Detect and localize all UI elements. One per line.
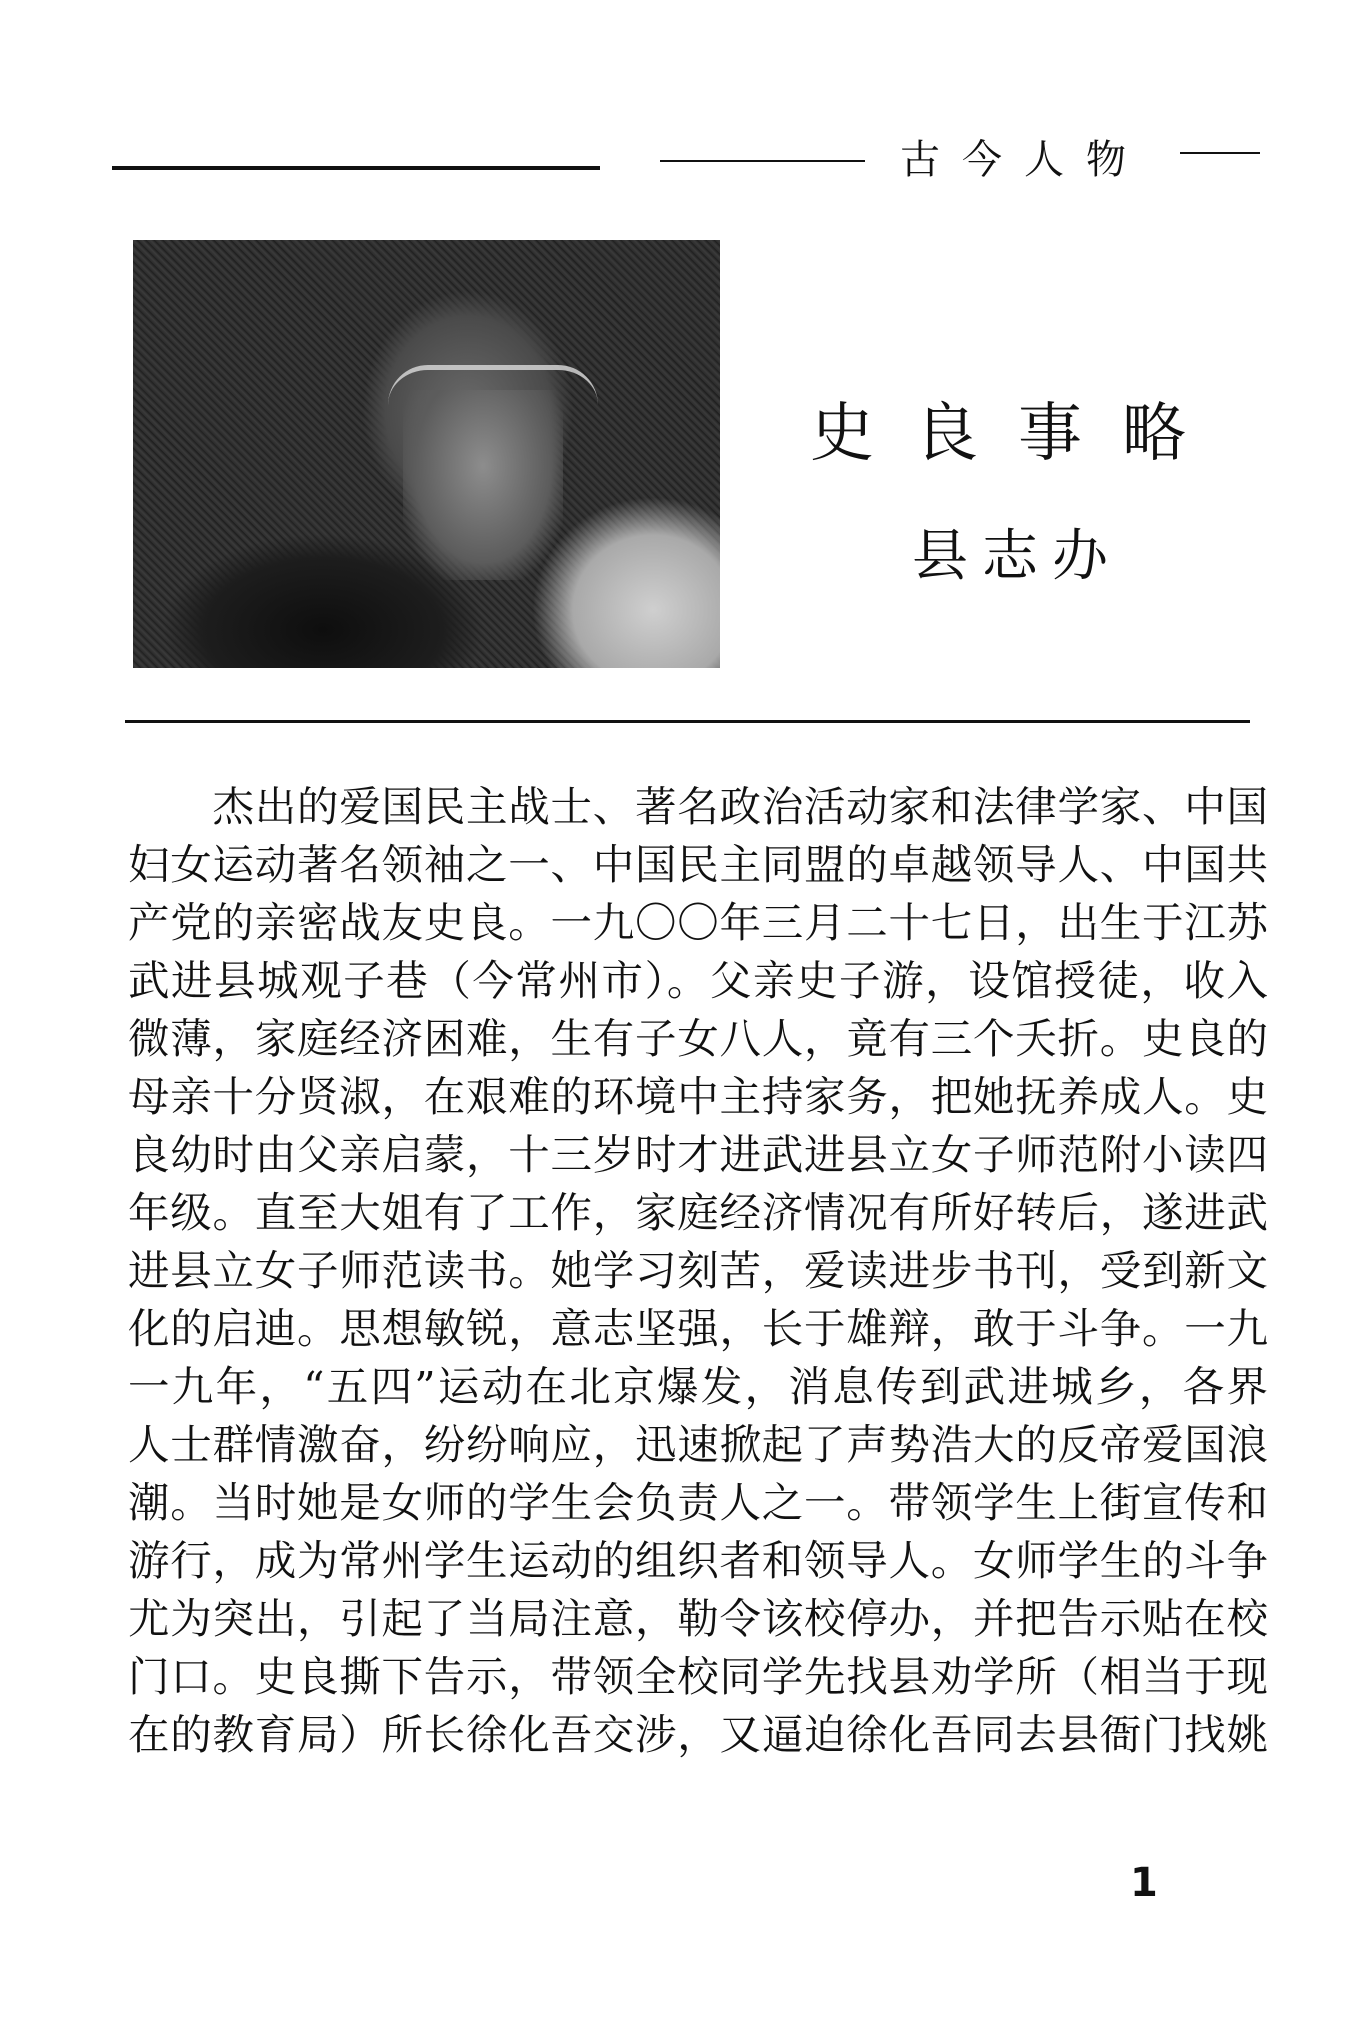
article-author: 县志办 — [912, 524, 1122, 589]
body-line: 年级。直至大姐有了工作，家庭经济情况有所好转后，遂进武 — [128, 1188, 1268, 1237]
body-line: 人士群情激奋，纷纷响应，迅速掀起了声势浩大的反帝爱国浪 — [128, 1420, 1268, 1469]
section-label: 古今人物 — [900, 137, 1148, 183]
body-line: 武进县城观子巷（今常州市）。父亲史子游，设馆授徒，收入 — [128, 956, 1268, 1005]
body-line: 妇女运动著名领袖之一、中国民主同盟的卓越领导人、中国共 — [128, 840, 1268, 889]
body-line: 化的启迪。思想敏锐，意志坚强，长于雄辩，敢于斗争。一九 — [128, 1304, 1268, 1353]
header-rule-mid — [660, 160, 865, 162]
body-line: 一九年，“五四”运动在北京爆发，消息传到武进城乡，各界 — [128, 1362, 1268, 1411]
body-line: 潮。当时她是女师的学生会负责人之一。带领学生上街宣传和 — [128, 1478, 1268, 1527]
page-number: 1 — [1130, 1860, 1158, 1906]
portrait-glasses — [388, 365, 598, 430]
article-title: 史良事略 — [810, 397, 1226, 471]
body-line: 良幼时由父亲启蒙，十三岁时才进武进县立女子师范附小读四 — [128, 1130, 1268, 1179]
body-line: 门口。史良撕下告示，带领全校同学先找县劝学所（相当于现 — [128, 1652, 1268, 1701]
header-rule-left — [112, 166, 600, 170]
body-line: 进县立女子师范读书。她学习刻苦，爱读进步书刊，受到新文 — [128, 1246, 1268, 1295]
title-divider — [125, 720, 1250, 723]
body-line: 母亲十分贤淑，在艰难的环境中主持家务，把她抚养成人。史 — [128, 1072, 1268, 1121]
body-line: 在的教育局）所长徐化吾交涉，又逼迫徐化吾同去县衙门找姚 — [128, 1710, 1268, 1759]
body-line: 尤为突出，引起了当局注意，勒令该校停办，并把告示贴在校 — [128, 1594, 1268, 1643]
article-body — [128, 778, 1268, 1764]
header-rule-right — [1180, 152, 1260, 154]
body-line: 杰出的爱国民主战士、著名政治活动家和法律学家、中国 — [128, 782, 1268, 831]
portrait-photo — [133, 240, 720, 668]
body-line: 微薄，家庭经济困难，生有子女八人，竟有三个夭折。史良的 — [128, 1014, 1268, 1063]
body-line: 游行，成为常州学生运动的组织者和领导人。女师学生的斗争 — [128, 1536, 1268, 1585]
body-line: 产党的亲密战友史良。一九〇〇年三月二十七日，出生于江苏 — [128, 898, 1268, 947]
